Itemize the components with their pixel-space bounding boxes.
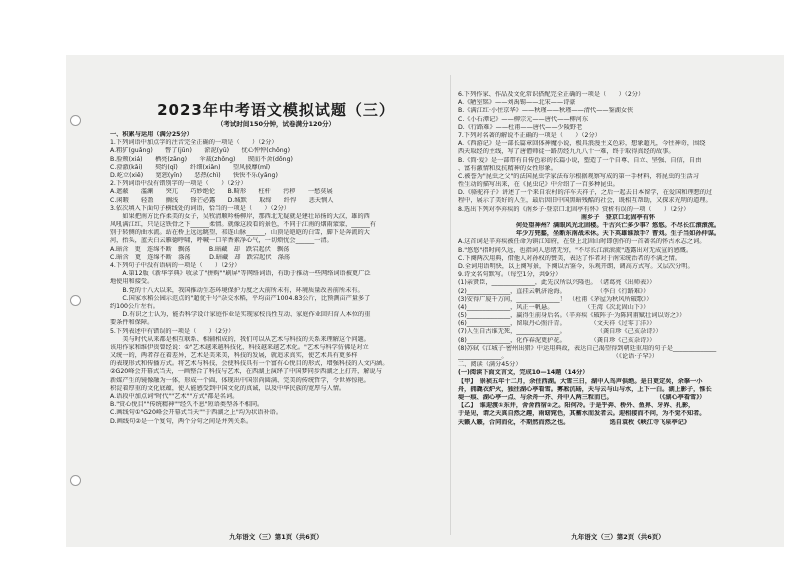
exam-title: 2023年中考语文模拟试题（三）: [157, 101, 395, 119]
page-one: [110, 55, 442, 547]
text-line: B.《简·爱》是一部带有自传色彩的长篇小说，塑造了一个自尊、自立、坚强、自信，自由: [458, 156, 702, 164]
text-line: C.下阕两次用典，借他人对孙权的赞美，表达了作者对于南宋统治者的不满之情。: [458, 254, 681, 262]
text-line: 如果把南方比作柔美的女子，吴牧清顺吟杨柳岸，那西北无疑就是建壮昂扬的大汉，雄的西: [110, 212, 370, 220]
text-line: (6)______________，留取丹心照汗青。 （文天祥《过零丁洋》）: [458, 320, 656, 328]
page-fold: [450, 75, 451, 535]
text-line: 于是见，谓之天真自然之趣，雨窈窕色，其蓄水而发者云。迎相接而不问，为不觉不知者。: [458, 410, 706, 418]
page-two-footer: 九年语文（三）第2页（共6页）: [571, 533, 665, 541]
text-line: 天籁人籁，合同而化，不期然而然之也。 选自袁枚《峡江寺飞泉亭记》: [458, 418, 691, 426]
exam-sheet: [66, 55, 784, 547]
text-line: 又统一的，两者存在着差异，艺术是美来美，科技的发展，就追求真实，使艺术具有更多样: [110, 352, 358, 360]
text-line: 【甲】 崇祯五年十二月，余住西湖。大雪三日，湖中人鸟声俱绝。是日更定矣，余拏一小: [458, 377, 703, 385]
text-line: 8.选出下列对李弃疾的《南乡子·登京口北固亭有怀》赏析有误的一项（ ）（2分）: [458, 205, 690, 213]
text-line: B."悠悠"指时间久远，也指词人思绪无穷，"不尽长江滚滚流"透露出对无成宣的感慨。: [458, 246, 693, 254]
text-line: 要条件和保障。: [110, 319, 154, 327]
text-line: 西天取经的主线，写了唐僧师徒一路历经九九八十一难，终于取得真经的故事。: [458, 148, 675, 156]
text-line: 何处望神州？满眼风光北固楼。千古兴亡多少事？悠悠。不尽长江滚滚流。: [515, 222, 721, 229]
text-line: 年少万兜鍪，坐断东南战未休。天下英雄谁敌手？曹刘。生子当如孙仲谋。: [515, 230, 721, 238]
text-line: 、富有激情和反抗精神的女性形象。: [458, 164, 557, 172]
text-line: ______________。 （《论语·子罕》）: [458, 353, 658, 360]
text-line: 2.下列词语中没有错别字的一项是（ ）（2分）: [110, 180, 247, 188]
page-two-text: [458, 91, 778, 427]
text-line: C.闲暇 轻盈 搁浅 锋芒必露 D.缄默 取缔 纤悍 悲天悯人: [110, 196, 334, 204]
text-line: 程中，展示了美好的人生，最后因旧中国黑暗残酷的社会，既相互帮助，又探求光明的道理。: [458, 197, 712, 205]
text-line: 7.下列对名著的解说不正确的一项是（ ）（2分）: [458, 131, 601, 139]
text-line: A.遮蔽 滥涮 突兀 巧妙绝伦 B.畸形 枉杆 污秽 一愁莫展: [110, 188, 333, 196]
text-line: 一、积累与运用（满分25分）: [110, 131, 193, 138]
binding-hole: [70, 475, 81, 486]
text-line: 9.诗文名句默写。（每空1分，共9分）: [458, 271, 562, 279]
text-line: B.《满江红·小住京华》——秋瑾——秋瑾——清代——鉴湖女侠: [458, 107, 634, 115]
text-line: 3.依次填入下面句子横线处的词语，恰当的一项是（ ）（2分）: [110, 204, 290, 212]
text-line: 6.下列作家、作品及文化常识搭配完全正确的一项是（ ）（2分）: [458, 91, 645, 98]
text-line: A.这首词是辛弃疾被任命为镇江知府，在登上北固山时即创作的一首著名的怀古永志之词。: [458, 238, 706, 246]
text-line: C.国家水稻公园示范点的"超优千号"杂交水稻，平均亩产1004.83公斤，比预测亩产量多了: [110, 294, 371, 302]
text-line: C.《小石潭记》——柳宗元——唐代——柳河东: [458, 115, 589, 123]
text-line: D.全词用语明快，以上阕写景，下阕以古鉴今，乐观开朗，调高方式写。又层次分明。: [458, 262, 694, 270]
text-line: (5)______________，赢得生前身后名。（辛弃疾《破阵子·为陈同甫赋壮词以寄之》）: [458, 312, 686, 320]
text-line: 的表现形式和传播方式。将艺术与科技，会使科技具有一个富有心悦目的形式，增强科技的人文内涵。: [110, 360, 389, 368]
text-line: B.脸颊(xiá) 栖亮(zāng) 伞裁(zhōng) 锲而不舍(dōng): [110, 155, 293, 163]
text-line: 舟，拥毳衣炉火，独往湖心亭看雪。雾凇沆砀，天与云与山与水，上下一白。湖上影子，惟长: [458, 385, 712, 393]
text-line: C.画线句①"G20峰会开幕式当天""于西湖之上"均为状语补语。: [110, 409, 283, 417]
binding-hole: [70, 115, 81, 126]
text-line: A.粗犷(guǎng) 瞥了(jūn) 淤泥(yū) 忧心忡忡(chōng): [110, 147, 290, 155]
text-line: C.被誉为"昆虫之父"的法国昆虫学家法布尔根据观察写成的第一手材料，将昆虫的生活习: [458, 172, 699, 180]
text-line: 别于转侧的曲水流。站在桥上远远眺望，祁连山脉______，山顶是皑皑的白雪，脚下是奔流的大: [110, 229, 370, 237]
text-line: B."赏心悦目""传统精神""经久不息"短语类型各不相同。: [110, 401, 264, 409]
text-line: (一)阅读下面文言文，完成10—14题（14分）: [458, 369, 589, 377]
page-two: [458, 55, 778, 547]
text-line: D.屹立(xiē) 宽恕(yīn) 恶热(chì) 快快不乐(yāng): [110, 171, 278, 179]
text-line: (8)苏轼《江城子·密州出猎》中运用典故，表达自己渴望得到朝廷重用的句子是______________: [458, 344, 717, 352]
text-line: D.画线句②是一个复句，两个分句之间是并列关系。: [110, 417, 253, 425]
text-line: (8)______________，化作春泥更护花。 （龚自珍《己亥杂诗》）: [458, 336, 656, 344]
text-line: A.第12版《新华字典》收录了"拼购""刷屏"等网络词语，有助于推动一些网络词语被更广泛: [110, 270, 371, 278]
text-line: 该用作家和维伊贵曾经说：①"艺术越来越科技化，科技越来越艺术化。"艺术与科学仿佛是对立: [110, 343, 369, 351]
text-line: (3)安得广厦千万间，______________！ （杜甫《茅屋为秋风所破歌》）: [458, 295, 653, 303]
text-line: 美与时代从来都是相互联系、相辅相成的，我们可以从艺术与科技的关系来理解这个问题。: [110, 335, 370, 343]
binding-hole: [70, 295, 81, 306]
text-line: 1.下列词语中加点字的注音完全正确的一项是（ ）（2分）: [110, 139, 278, 147]
text-line: A.《陋室铭》——刘禹锡——北宋——诗豪: [458, 99, 576, 107]
text-line: 5.下列表述中有错误的一项是（ ）（2分）: [110, 327, 235, 335]
text-line: 性生动的描写出来，在《昆虫记》中介绍了一百多种昆虫。: [458, 181, 619, 189]
page-one-text: [110, 131, 442, 426]
text-line: 约100公斤左右。: [110, 302, 159, 310]
text-line: (4)______________，风正一帆悬。 （王湾《次北固山下》）: [458, 303, 650, 311]
text-line: A.暗含 更 连绵不断 飘荡 B.暗藏 却 跌宕起伏 飘荡: [110, 245, 290, 253]
text-line: 二、阅读（满分45分）: [458, 361, 522, 369]
text-line: 河，抬头，蓝天白云雁德呼啸，呼喊一口苹香素净心气，一切烦忧会______一清。: [110, 237, 333, 245]
page-one-footer: 九年语文（三）第1页（共6页）: [229, 533, 323, 541]
text-line: 积淀着厚重的文化底蕴，使人能感受到中国文化的真诚，以及中华民族的宽厚与人情。: [110, 384, 346, 392]
text-line: C.暗含 更 连绵不断 涤荡 D.暗藏 却 跌宕起伏 涤荡: [110, 253, 291, 261]
text-line: D.《骆驼祥子》讲述了一个来自农村的洋车夫祥子，之后一起去日本留学，在爱国和理想的过: [458, 189, 713, 197]
text-line: A.语段中加点词"时代""艺术""方式"都是名词。: [110, 393, 239, 400]
text-line: (7)人生自古谁无死，______________。 （龚自珍《己亥杂诗》）: [458, 328, 662, 336]
text-line: 风吼满江红，只是这铁骨之下______柔情。就像这段看的景色，不同于江南的烟雨蒙蒙，______有: [110, 221, 377, 229]
exam-subtitle: （考试时间150分钟，试卷满分120分）: [216, 120, 336, 128]
text-line: 堤一痕、湖心亭一点、与余舟一芥、舟中人两三粒而已。 （《湖心亭看雪》）: [458, 393, 706, 401]
text-line: B.党的十八大以来，我国推动生态环境保护力度之大前所未有，环境质量改善前所未有。: [110, 286, 364, 294]
text-line: (1)亲贤臣，______________，此先汉所以兴隆也。 （诸葛亮《出师表》）: [458, 279, 656, 287]
text-line: D.有识之士认为，能否科学设计家庭作业是实现家校良性互动、家庭作业回归育人本位的重: [110, 311, 371, 319]
text-line: 【乙】 谁迎渡①东井，舍舍西宿②之。阳何冷。于是乎奔、桥外、鱼界、牙界、扎影，: [458, 402, 695, 410]
text-line: (2)______________，直挂云帆济沧海。 （李白《行路难》）: [458, 287, 650, 295]
text-line: 4.下列句子中没有语病的一项是（ ）（2分）: [110, 262, 241, 269]
text-line: C.澄澈(kāi) 契约(qǐ) 纤细(xiān) 望风披靡(mǐ): [110, 163, 271, 171]
text-line: 地使用和接受。: [110, 278, 154, 286]
text-line: 新媒产生的镜像融为一体，形成一个圆，体现出中国崇尚圆满、完美的传统哲学，令世界惊艳。: [110, 376, 370, 384]
text-line: ②G20峰会开幕式当天，一画整合了科技与艺术，在西湖上演绎了中国梦同步西湖之上打开，解说与: [110, 368, 382, 376]
text-line: A.《西游记》是一部长篇章回体神魔小说，极具浪漫主义色彩，想象超凡，今往神奇，围绕: [458, 140, 706, 148]
text-line: D.《行路难》——杜甫——唐代——少陵野老: [458, 123, 583, 131]
text-line: 南乡子 登京口北固亭有怀: [580, 213, 656, 221]
